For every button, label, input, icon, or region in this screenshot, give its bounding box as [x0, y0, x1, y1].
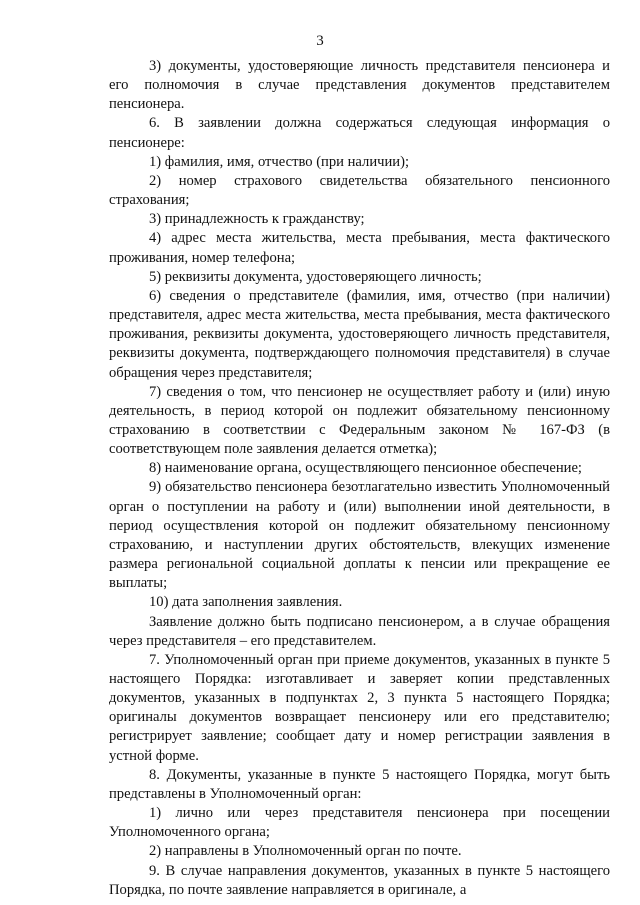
paragraph: 9) обязательство пенсионера безотлагательно известить Уполномоченный орган о поступлении на работу и (или) выполнении иной деятельности, в период осуществления которой он подлежит обязательному пенсионному страхованию, и наступлении других обстоятельств, влекущих изменение размера региональной социальной доплаты к пенсии или прекращение ее выплаты; [109, 479, 610, 592]
paragraph: 4) адрес места жительства, места пребывания, места фактического проживания, номер телефона; [109, 230, 610, 266]
paragraph: 2) направлены в Уполномоченный орган по почте. [149, 843, 462, 860]
paragraph: 9. В случае направления документов, указанных в пункте 5 настоящего Порядка, по почте заявление направляется в оригинале, а [109, 862, 610, 898]
paragraph: 10) дата заполнения заявления. [149, 594, 343, 611]
page-number: 3 [316, 33, 324, 49]
paragraph: Заявление должно быть подписано пенсионером, а в случае обращения через представителя – его представителем. [109, 613, 610, 649]
paragraph: 1) фамилия, имя, отчество (при наличии); [149, 153, 410, 170]
paragraph: 6. В заявлении должна содержаться следующая информация о пенсионере: [109, 115, 610, 151]
paragraph: 2) номер страхового свидетельства обязательного пенсионного страхования; [109, 172, 610, 209]
paragraph: 8. Документы, указанные в пункте 5 настоящего Порядка, могут быть представлены в Уполномоченный орган: [109, 766, 610, 802]
paragraph: 7. Уполномоченный орган при приеме документов, указанных в пункте 5 настоящего Порядка: изготавливает и заверяет копии представленных документов, указанных в подпунктах 2, 3 пункта 5 настоящего Порядка; оригиналы документов возвращает пенсионеру или его представителю; регистрирует заявление; сообщает дату и номер регистрации заявления в устной форме. [109, 651, 610, 764]
paragraph: 7) сведения о том, что пенсионер не осуществляет работу и (или) иную деятельность, в период которой он подлежит обязательному пенсионному страхованию в соответствии с Федеральным законом № 167-ФЗ (в соответствующем поле заявления делается отметка); [109, 383, 610, 458]
paragraph: 3) принадлежность к гражданству; [149, 211, 365, 228]
paragraph: 6) сведения о представителе (фамилия, имя, отчество (при наличии) представителя, адрес места жительства, места пребывания, места фактического проживания, реквизиты документа, удостоверяющего личность представителя, реквизиты документа, подтверждающего полномочия представителя) в случае обращения через представителя; [109, 287, 610, 381]
paragraph: 3) документы, удостоверяющие личность представителя пенсионера и его полномочия в случае представления документов представителем пенсионера. [109, 58, 610, 113]
document-body [109, 57, 610, 900]
paragraph: 5) реквизиты документа, удостоверяющего личность; [149, 268, 482, 285]
paragraph: 1) лично или через представителя пенсионера при посещении Уполномоченного органа; [109, 805, 610, 841]
paragraph: 8) наименование органа, осуществляющего пенсионное обеспечение; [149, 460, 582, 477]
